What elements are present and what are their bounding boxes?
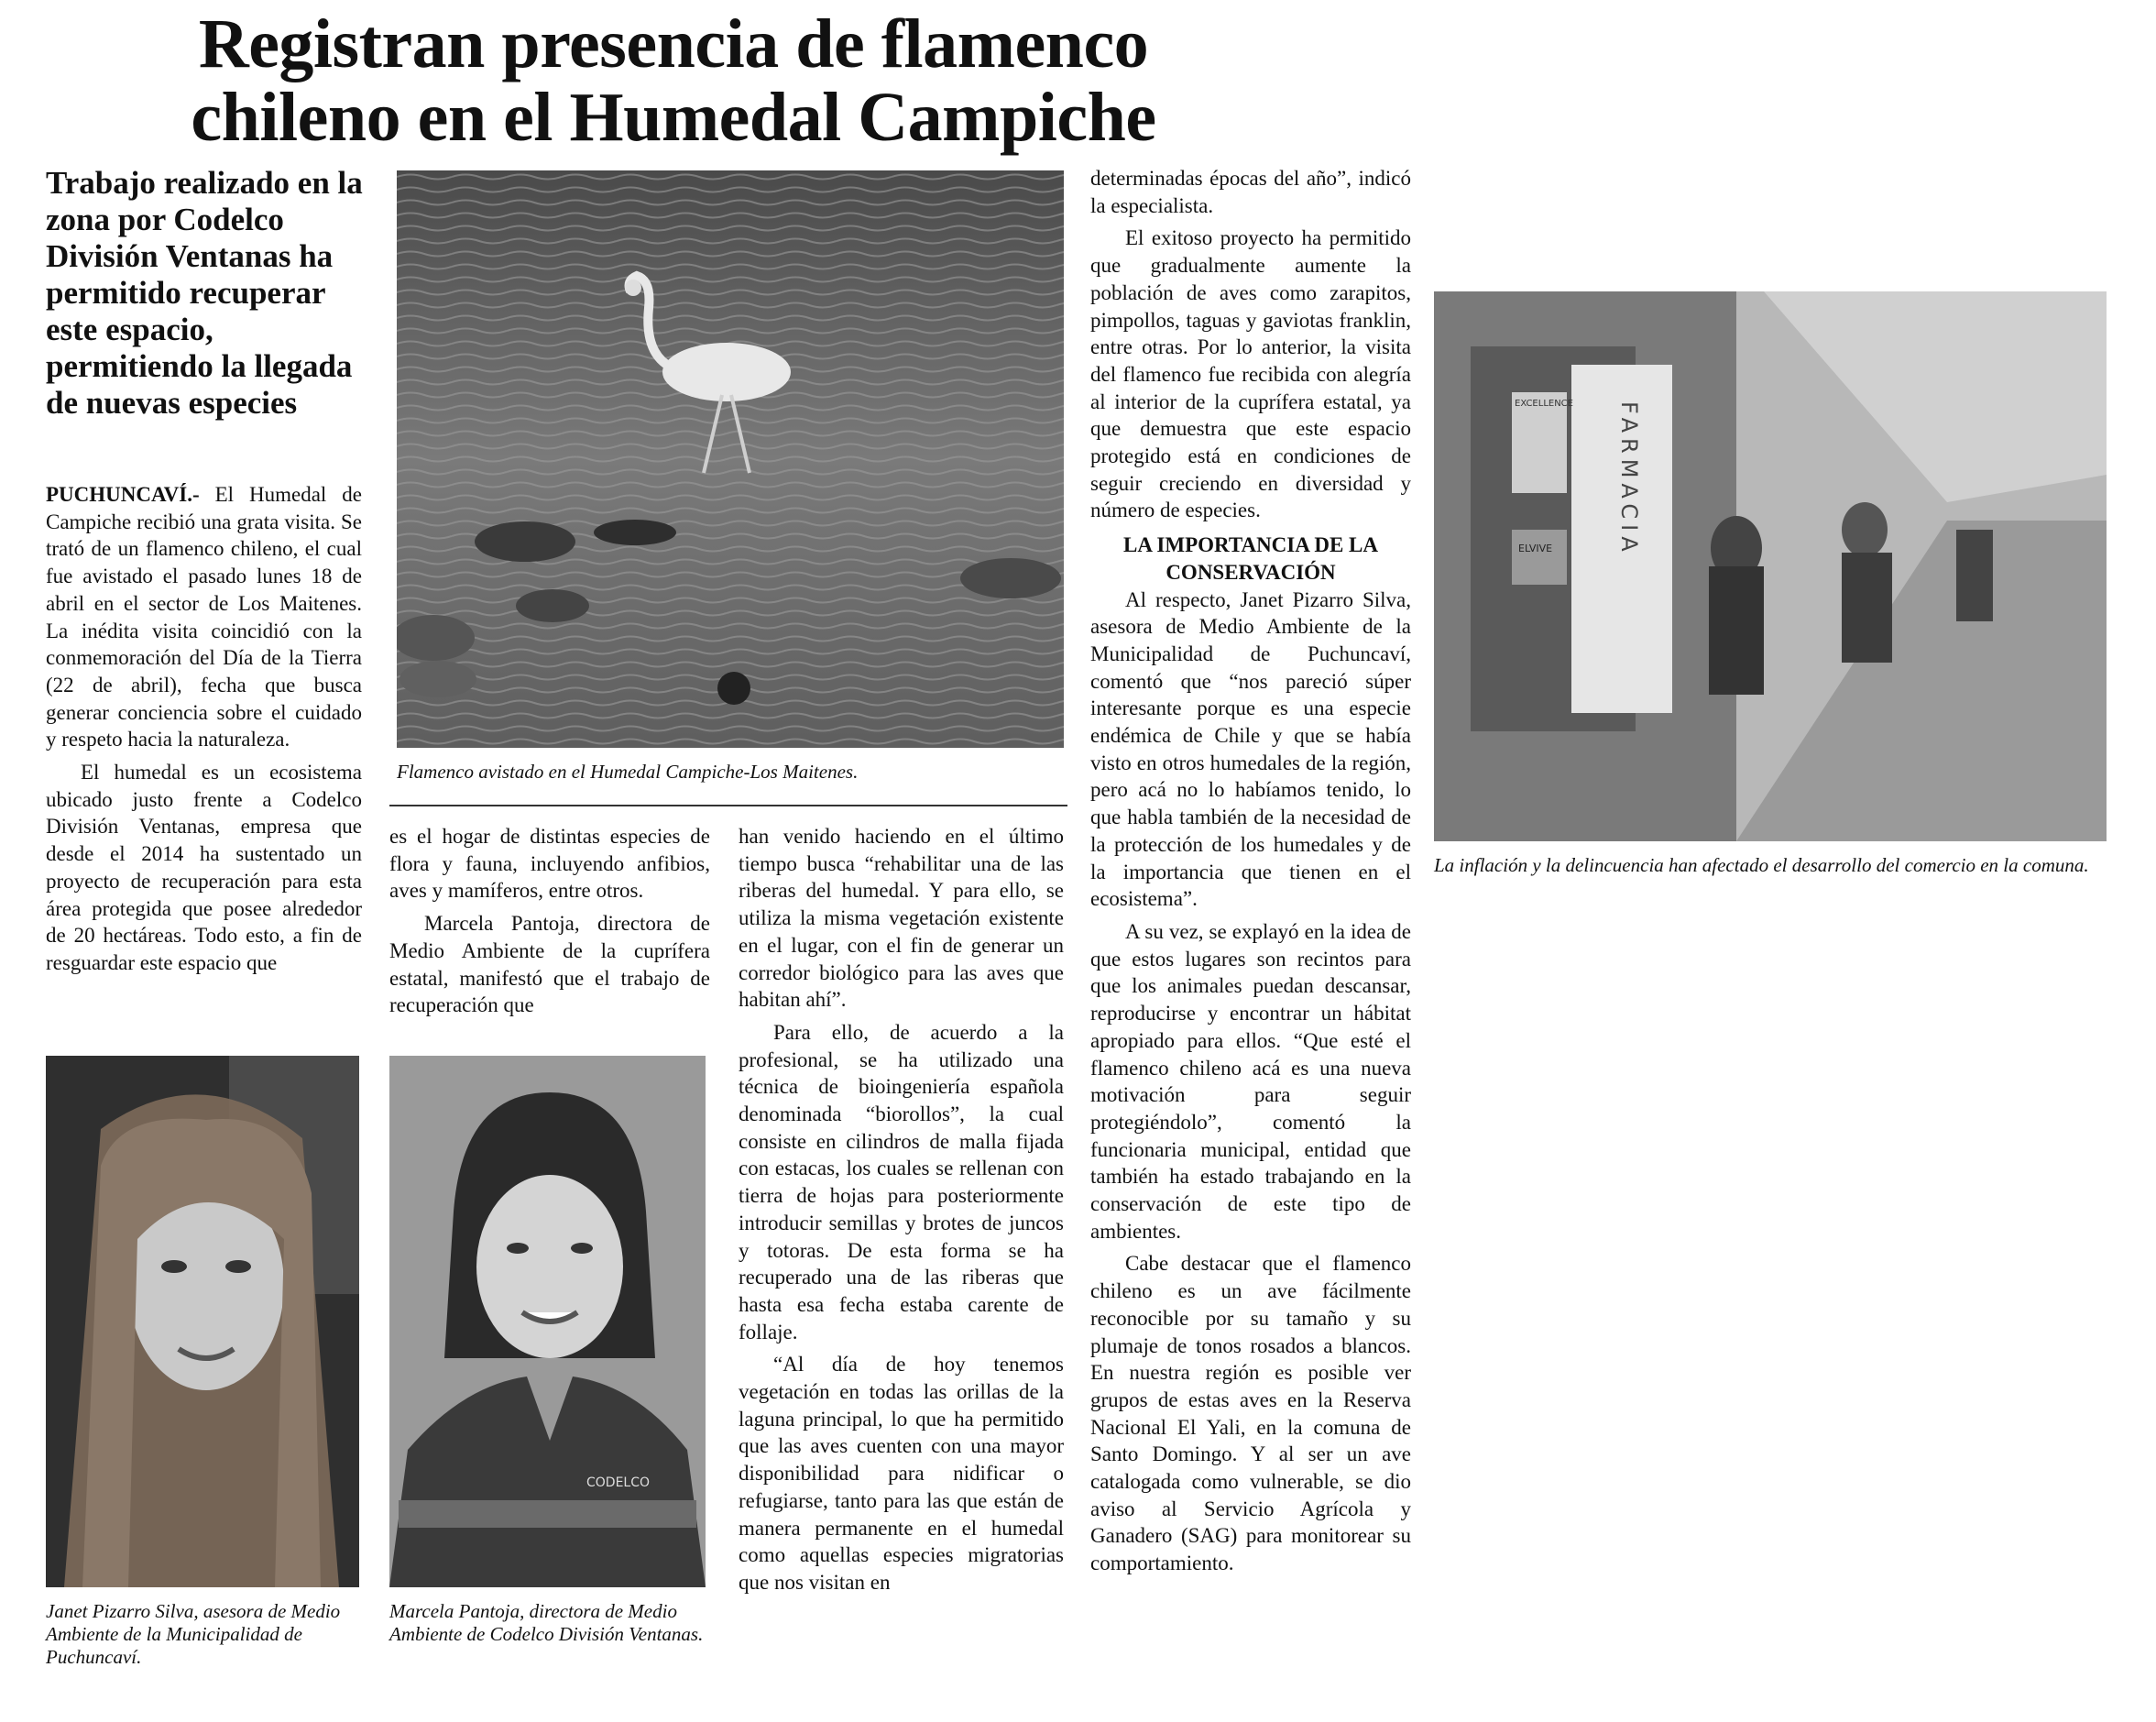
poster-brand-text: ELVIVE bbox=[1518, 543, 1553, 554]
paragraph: A su vez, se explayó en la idea de que estos lugares son recintos para que los animales puedan descansar, reproducirse y encontrar un hábitat apropiado para ellos. “Que esté el flamenco chileno acá es una nueva motivación para seguir protegiéndolo”, comentó la funcionaria municipal, entidad que también ha estado trabajando en la conservación de este tipo de ambientes. bbox=[1090, 919, 1411, 1243]
headline bbox=[147, 7, 1200, 154]
lead-text: El Humedal de Campiche recibió una grata visita. Se trató de un flamenco chileno, el cual fue avistado el pasado lunes 18 de abril en el sector de Los Maitenes. La inédita visita coincidió con la conmemoración del Día de la Tierra (22 de abril), fecha que busca generar conciencia sobre el cuidado y respeto hacia la naturaleza. bbox=[46, 483, 362, 751]
article-column-2 bbox=[389, 823, 710, 1025]
article-column-4 bbox=[1090, 165, 1411, 1583]
janet-pizarro-photo bbox=[46, 1056, 359, 1587]
marcela-caption: Marcela Pantoja, directora de Medio Ambiente de Codelco División Ventanas. bbox=[389, 1600, 704, 1645]
paragraph: El humedal es un ecosistema ubicado justo frente a Codelco División Ventanas, empresa que desde el 2014 ha sustentado un proyecto de recuperación para esta área protegida que posee alrededor de 20 hectáreas. Todo esto, a fin de resguardar este espacio que bbox=[46, 761, 362, 974]
jacket-logo-text: CODELCO bbox=[586, 1475, 651, 1490]
section-heading: LA IMPORTANCIA DE LA CONSERVACIÓN bbox=[1123, 533, 1378, 584]
divider-rule bbox=[389, 805, 1067, 806]
street-photo bbox=[1434, 291, 2107, 841]
pharmacy-sign-text: FARMACIA bbox=[1616, 401, 1642, 557]
paragraph: Cabe destacar que el flamenco chileno es un ave fácilmente reconocible por su tamaño y su plumaje de tonos rosados a blancos. En nuestra región es posible ver grupos de estas aves en la Reserva Nacional El Yali, en la comuna de Santo Domingo. Y al ser un ave catalogada como vulnerable, se dio aviso al Servicio Agrícola y Ganadero (SAG) para monitorear su comportamiento. bbox=[1090, 1252, 1411, 1575]
lead-paragraph bbox=[46, 481, 362, 753]
paragraph: “Al día de hoy tenemos vegetación en todas las orillas de la laguna principal, lo que ha permitido que las aves cuenten con una mayor disponibilidad para nidificar o refugiarse, tanto para las que están de manera permanente en el humedal como aquellas especies migratorias que nos visitan en bbox=[739, 1353, 1064, 1594]
flamingo-caption: Flamenco avistado en el Humedal Campiche-Los Maitenes. bbox=[397, 761, 859, 783]
poster-top-text: EXCELLENCE bbox=[1515, 399, 1573, 409]
subheadline: Trabajo realizado en la zona por Codelco División Ventanas ha permitido recuperar este espacio, permitiendo la llegada de nuevas especies bbox=[46, 165, 363, 421]
article-column-3 bbox=[739, 823, 1064, 1602]
paragraph: es el hogar de distintas especies de flora y fauna, incluyendo anfibios, aves y mamíferos, entre otros. bbox=[389, 825, 710, 903]
marcela-pantoja-photo bbox=[389, 1056, 706, 1587]
paragraph: El exitoso proyecto ha permitido que gradualmente aumente la población de aves como zarapitos, pimpollos, taguas y gaviotas franklin, entre otras. Por lo anterior, la visita del flamenco fue recibida con alegría al interior de la cuprífera estatal, ya que demuestra que este espacio protegido está en condiciones de seguir creciendo en diversidad y número de especies. bbox=[1090, 226, 1411, 522]
paragraph: Al respecto, Janet Pizarro Silva, asesora de Medio Ambiente de la Municipalidad de Puchuncaví, comentó que “nos pareció súper interesante porque es una especie endémica de Chile y que se había visto en otros humedales de la región, pero acá no lo habíamos tenido, lo que habla también de la necesidad de la protección de los humedales y de la importancia que tienen en el ecosistema”. bbox=[1090, 587, 1411, 911]
paragraph: Marcela Pantoja, directora de Medio Ambiente de la cuprífera estatal, manifestó que el trabajo de recuperación que bbox=[389, 912, 710, 1017]
paragraph: determinadas épocas del año”, indicó la especialista. bbox=[1090, 167, 1411, 217]
flamingo-photo bbox=[397, 170, 1064, 748]
paragraph: Para ello, de acuerdo a la profesional, se ha utilizado una técnica de bioingeniería española denominada “biorollos”, la cual consiste en cilindros de malla fijada con estacas, los cuales se rellenan con tierra de hojas para posteriormente introducir semillas y brotes de juncos y totoras. De esta forma se ha recuperado una de las riberas que hasta esa fecha estaba carente de follaje. bbox=[739, 1020, 1064, 1344]
street-caption: La inflación y la delincuencia han afectado el desarrollo del comercio en la comuna. bbox=[1434, 854, 2089, 876]
paragraph: han venido haciendo en el último tiempo busca “rehabilitar una de las riberas del humedal. Y para ello, se utiliza la misma vegetación existente en el lugar, con el fin de generar un corredor biológico para las aves que habitan ahí”. bbox=[739, 825, 1064, 1012]
janet-caption: Janet Pizarro Silva, asesora de Medio Ambiente de la Municipalidad de Puchuncaví. bbox=[46, 1600, 341, 1668]
article-column-1 bbox=[46, 481, 362, 982]
headline-line-1: Registran presencia de flamenco bbox=[198, 5, 1149, 82]
headline-line-2: chileno en el Humedal Campiche bbox=[191, 79, 1156, 156]
dateline: PUCHUNCAVÍ.- bbox=[46, 483, 200, 506]
